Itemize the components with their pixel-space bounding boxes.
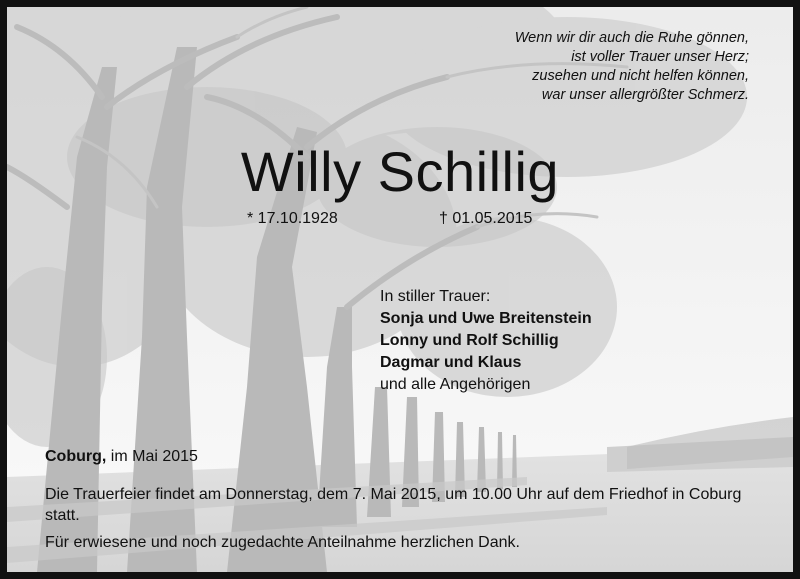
poem-line: Wenn wir dir auch die Ruhe gönnen, xyxy=(514,30,749,46)
date: im Mai 2015 xyxy=(110,448,198,465)
deceased-name: Willy Schillig xyxy=(240,140,560,203)
death-date: † 01.05.2015 xyxy=(439,210,533,227)
birth-date: * 17.10.1928 xyxy=(247,210,338,227)
poem-line: ist voller Trauer unser Herz; xyxy=(571,49,749,65)
thanks-text: Für erwiesene und noch zugedachte Anteilnahme herzlichen Dank. xyxy=(45,534,520,551)
poem xyxy=(515,29,749,105)
poem-line: zusehen und nicht helfen können, xyxy=(532,68,749,84)
mourner-name: Sonja und Uwe Breitenstein xyxy=(380,310,592,327)
mourners-closing: und alle Angehörigen xyxy=(380,376,531,393)
city: Coburg, xyxy=(45,448,107,465)
service-info: Die Trauerfeier findet am Donnerstag, dem 7. Mai 2015, um 10.00 Uhr auf dem Friedhof in Coburg statt. xyxy=(45,486,742,524)
mourner-name: Dagmar und Klaus xyxy=(380,354,522,371)
mourners-block xyxy=(380,286,592,396)
place-and-date xyxy=(45,448,198,466)
mourner-name: Lonny und Rolf Schillig xyxy=(380,332,559,349)
mourners-intro: In stiller Trauer: xyxy=(380,288,491,305)
poem-line: war unser allergrößter Schmerz. xyxy=(541,87,749,103)
